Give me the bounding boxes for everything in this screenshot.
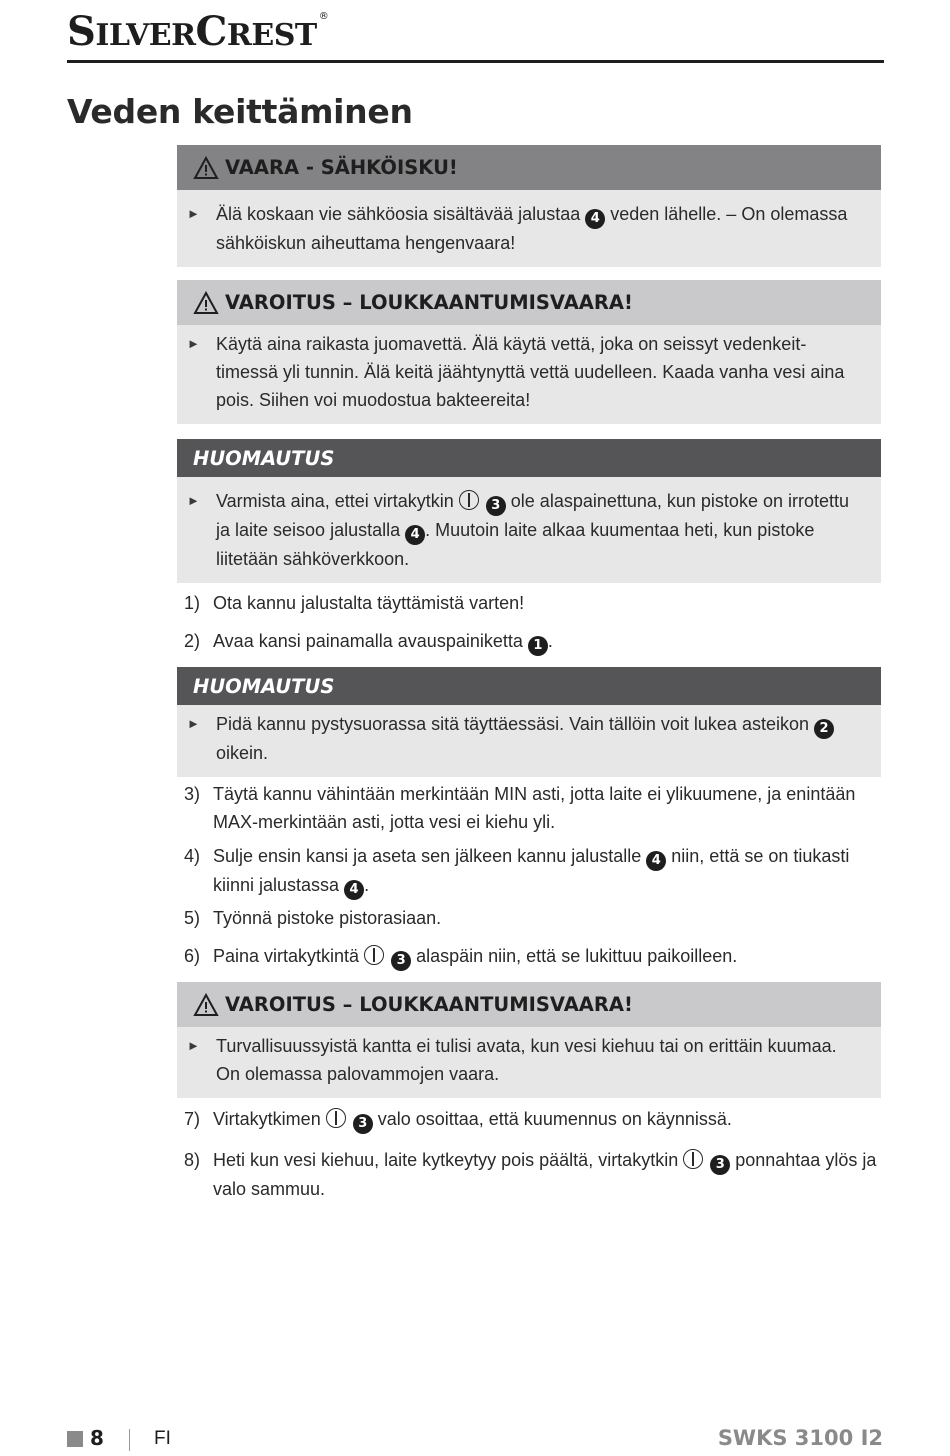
step-item: [184, 589, 884, 617]
step-item: [184, 1105, 884, 1134]
step-item: [184, 904, 884, 932]
part-number-badge: 3: [353, 1114, 373, 1134]
step-number: 4): [184, 846, 201, 866]
warning-triangle-icon: [193, 156, 219, 180]
step-item: [184, 842, 884, 900]
step-item: [184, 627, 884, 656]
step-text: .: [364, 875, 370, 895]
box-heading-text: HUOMAUTUS: [193, 674, 335, 698]
step-text: Täytä kannu vähintään merkintään MIN asti, jotta laite ei ylikuumene, ja enintään MAX-merkintään asti, jotta vesi ei kiehu yli.: [213, 784, 856, 832]
step-text: Sulje ensin kansi ja aseta sen jälkeen kannu jalustalle: [213, 846, 647, 866]
step-number: 7): [184, 1109, 201, 1129]
part-number-badge: 4: [344, 880, 364, 900]
bullet-arrow-icon: ►: [187, 1038, 200, 1053]
power-switch-icon: [683, 1149, 703, 1169]
warning-triangle-icon: [193, 291, 219, 315]
step-text: alaspäin niin, että se lukittuu paikoilleen.: [411, 946, 738, 966]
step-text: Heti kun vesi kiehuu, laite kytkeytyy pois päältä, virtakytkin: [213, 1150, 684, 1170]
step-text: Työnnä pistoke pistorasiaan.: [213, 908, 442, 928]
step-text: Ota kannu jalustalta täyttämistä varten!: [213, 593, 525, 613]
step-text: Virtakytkimen: [213, 1109, 326, 1129]
step-text: niin, että se on tiukasti kiinni jalustassa: [213, 846, 850, 895]
box-bullet: [177, 477, 881, 583]
step-item: [184, 1146, 884, 1203]
text: ole alaspainettuna, kun pistoke on irrotettu ja laite seisoo jalustalla: [216, 491, 850, 540]
text: Varmista aina, ettei virtakytkin: [216, 491, 459, 511]
step-number: 3): [184, 784, 201, 804]
note-box-scale: [177, 667, 881, 777]
language-code: FI: [154, 1428, 171, 1449]
step-number: 8): [184, 1150, 201, 1170]
step-number: 2): [184, 631, 201, 651]
part-number-badge: 4: [585, 209, 605, 229]
step-text: Avaa kansi painamalla avauspainiketta: [213, 631, 528, 651]
bullet-arrow-icon: ►: [187, 493, 200, 508]
part-number-badge: 4: [405, 525, 425, 545]
part-number-badge: 1: [528, 636, 548, 656]
step-item: [184, 942, 884, 971]
step-text: valo osoittaa, että kuumennus on käynnissä.: [372, 1109, 732, 1129]
danger-box-electric-shock: [177, 145, 881, 267]
model-number: SWKS 3100 I2: [717, 1426, 883, 1450]
bullet-arrow-icon: ►: [187, 716, 200, 731]
warning-triangle-icon: [193, 993, 219, 1017]
warning-box-injury: [177, 280, 881, 424]
part-number-badge: 4: [646, 851, 666, 871]
text: Pidä kannu pystysuorassa sitä täyttäessäsi. Vain tällöin voit lukea asteikon: [216, 714, 814, 734]
text: . Muutoin laite alkaa kuumentaa heti, kun pistoke liitetään sähköverkkoon.: [216, 520, 815, 569]
box-heading: [177, 982, 881, 1027]
page-title: Veden keittäminen: [67, 92, 413, 131]
box-bullet: [177, 705, 881, 777]
box-heading: [177, 439, 881, 477]
footer-square-icon: [67, 1431, 83, 1447]
box-bullet: [177, 190, 881, 267]
text: Turvallisuussyistä kantta ei tulisi avata, kun vesi kiehuu tai on erittäin kuumaa. On olemassa palovammojen vaara.: [216, 1036, 837, 1084]
text: oikein.: [216, 743, 269, 763]
page-number: 8: [90, 1426, 104, 1450]
step-number: 1): [184, 593, 201, 613]
box-heading: [177, 145, 881, 190]
step-text: ponnahtaa ylös ja valo sammuu.: [213, 1150, 877, 1199]
part-number-badge: 3: [710, 1155, 730, 1175]
box-heading: [177, 280, 881, 325]
box-heading: [177, 667, 881, 705]
box-bullet: [177, 325, 881, 424]
brand-logo: SILVERCREST®: [67, 8, 329, 55]
step-number: 5): [184, 908, 201, 928]
part-number-badge: 3: [486, 496, 506, 516]
note-box-power-switch: [177, 439, 881, 583]
step-number: 6): [184, 946, 201, 966]
box-heading-text: VAARA - SÄHKÖISKU!: [225, 156, 458, 179]
step-text: .: [547, 631, 553, 651]
text: Käytä aina raikasta juomavettä. Älä käytä vettä, joka on seissyt vedenkeittimessä yli tunnin. Älä keitä jäähtynyttä vettä uudelleen. Kaada vanha vesi aina pois. Siihen voi muodostua bakteereita!: [216, 334, 845, 410]
part-number-badge: 3: [391, 951, 411, 971]
box-heading-text: VAROITUS – LOUKKAANTUMISVAARA!: [225, 993, 633, 1016]
text: Älä koskaan vie sähköosia sisältävää jalustaa: [216, 204, 586, 224]
step-item: [184, 780, 884, 836]
part-number-badge: 2: [814, 719, 834, 739]
text: veden lähelle. – On olemassa sähköiskun aiheuttama hengenvaara!: [216, 204, 848, 253]
step-text: Paina virtakytkintä: [213, 946, 365, 966]
box-heading-text: VAROITUS – LOUKKAANTUMISVAARA!: [225, 291, 633, 314]
box-bullet: [177, 1027, 881, 1098]
header-rule: [67, 60, 884, 63]
box-heading-text: HUOMAUTUS: [193, 446, 335, 470]
power-switch-icon: [364, 945, 384, 965]
power-switch-icon: [326, 1108, 346, 1128]
power-switch-icon: [459, 490, 479, 510]
bullet-arrow-icon: ►: [187, 336, 200, 351]
bullet-arrow-icon: ►: [187, 206, 200, 221]
footer-divider: [129, 1429, 130, 1451]
warning-box-burns: [177, 982, 881, 1098]
